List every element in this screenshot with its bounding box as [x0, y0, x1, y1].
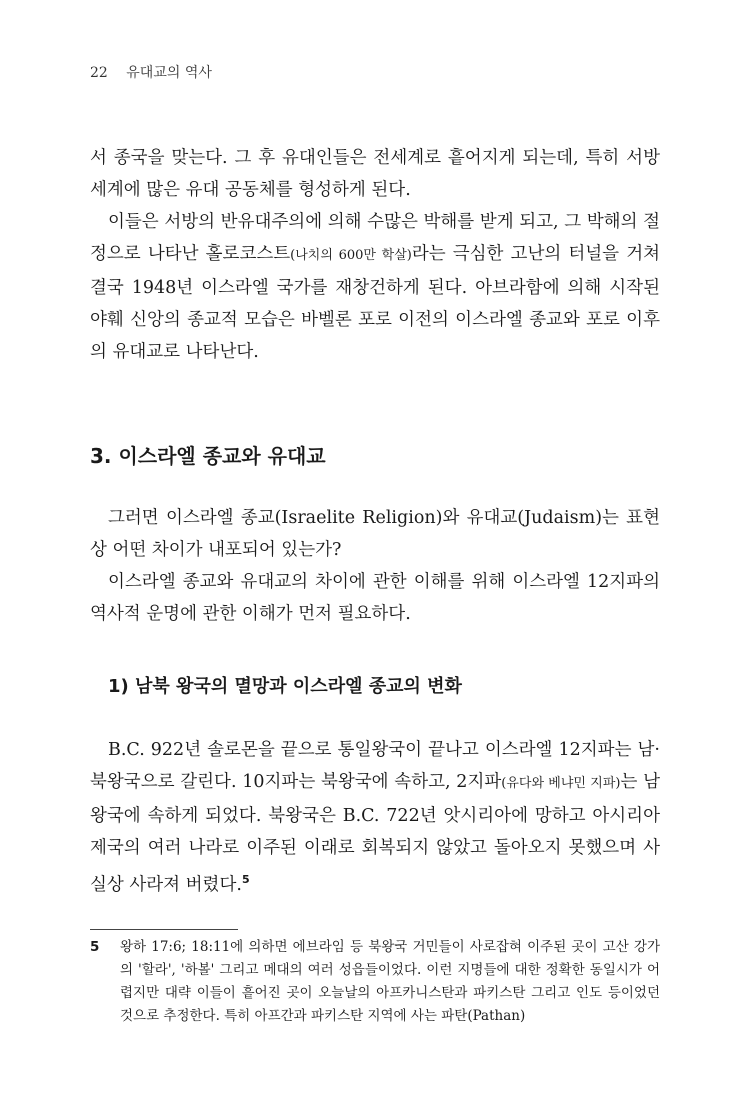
- paragraph-section3-2: 이스라엘 종교와 유대교의 차이에 관한 이해를 위해 이스라엘 12지파의 역사적 운명에 관한 이해가 먼저 필요하다.: [90, 572, 660, 624]
- book-title: 유대교의 역사: [126, 65, 212, 81]
- footnote-text: 왕하 17:6; 18:11에 의하면 에브라임 등 북왕국 거민들이 사로잡혀 이주된 곳이 고산 강가의 '할라', '하볼' 그리고 메대의 여러 성읍들이었다. 이런 지명들에 대한 정확한 동일시가 어렵지만 대략 이들이 흩어진 곳이 오늘날의 아프카니스탄과 파키스탄 그리고 인도 등이었던 것으로 추정한다. 특히 아프간과 파키스탄 지역에 사는 파탄(Pathan): [120, 939, 660, 1024]
- footnote: [90, 936, 660, 1028]
- text-run: 이들은 서방의 반유대주의에 의해 수많은 박해를 받게 되고, 그 박해의 절정으로 나타난 홀로코스트: [90, 212, 660, 264]
- parenthetical-note: (유다와 베냐민 지파): [501, 776, 621, 791]
- page-number: 22: [90, 65, 108, 81]
- running-header: [90, 62, 212, 82]
- paragraph-subsection-1: [90, 734, 660, 901]
- text-run: B.C. 922년 솔로몬을 끝으로 통일왕국이 끝나고 이스라엘 12지파는 남·북왕국으로 갈린다. 10지파는 북왕국에 속하고, 2지파: [90, 740, 660, 792]
- paragraph-intro-2: [90, 206, 660, 368]
- footnote-divider: [90, 929, 238, 930]
- subsection-heading: 1) 남북 왕국의 멸망과 이스라엘 종교의 변화: [108, 676, 462, 697]
- section-heading: 3. 이스라엘 종교와 유대교: [90, 444, 326, 468]
- parenthetical-note: (나치의 600만 학살): [290, 248, 412, 263]
- paragraph-intro-1: 서 종국을 맞는다. 그 후 유대인들은 전세계로 흩어지게 되는데, 특히 서방 세계에 많은 유대 공동체를 형성하게 된다.: [90, 148, 660, 200]
- footnote-reference[interactable]: 5: [241, 873, 250, 886]
- text-run: 는 남왕국에 속하게 되었다. 북왕국은 B.C. 722년 앗시리아에 망하고 아시리아 제국의 여러 나라로 이주된 이래로 회복되지 않았고 돌아오지 못했으며 사실상 사라져 버렸다.: [90, 772, 661, 895]
- text-run: 라는 극심한 고난의 터널을 거쳐 결국 1948년 이스라엘 국가를 재창건하게 된다. 아브라함에 의해 시작된 야훼 신앙의 종교적 모습은 바벨론 포로 이전의 이스라엘 종교와 포로 이후의 유대교로 나타난다.: [90, 244, 660, 362]
- footnote-number: 5: [90, 939, 100, 955]
- paragraph-section3-1: 그러면 이스라엘 종교(Israelite Religion)와 유대교(Judaism)는 표현상 어떤 차이가 내포되어 있는가?: [90, 508, 660, 560]
